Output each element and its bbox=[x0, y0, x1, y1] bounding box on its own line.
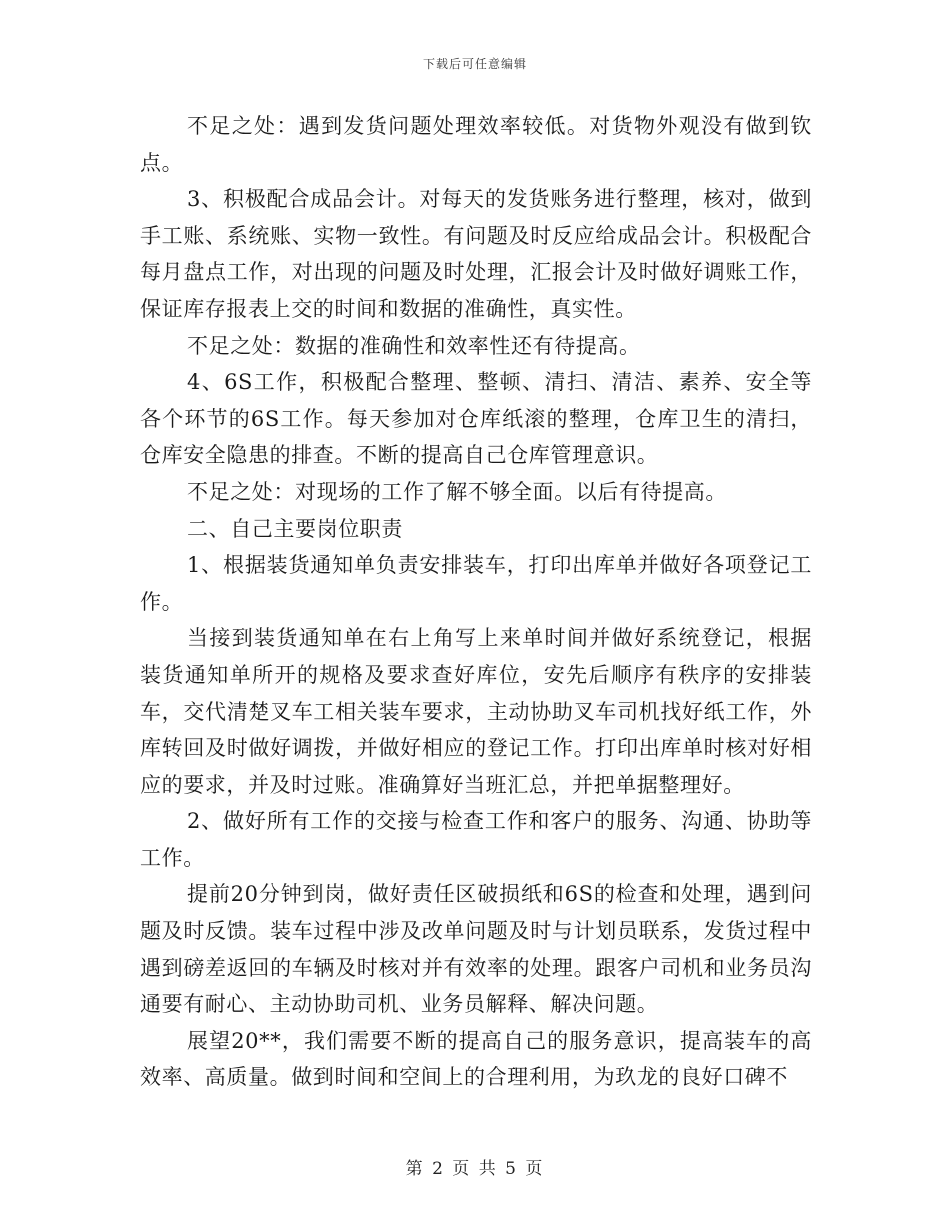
paragraph-duty-1-detail: 当接到装货通知单在右上角写上来单时间并做好系统登记，根据装货通知单所开的规格及要求查好库位，安先后顺序有秩序的安排装车，交代清楚叉车工相关装车要求，主动协助叉车司机找好纸工作，外库转回及时做好调拨，并做好相应的登记工作。打印出库单时核对好相应的要求，并及时过账。准确算好当班汇总，并把单据整理好。 bbox=[140, 626, 812, 797]
paragraph-duty-1: 1、根据装货通知单负责安排装车，打印出库单并做好各项登记工作。 bbox=[140, 553, 812, 614]
document-body bbox=[140, 108, 812, 1096]
paragraph-outlook: 展望20**，我们需要不断的提高自己的服务意识，提高装车的高效率、高质量。做到时间和空间上的合理利用，为玖龙的良好口碑不 bbox=[140, 1028, 812, 1090]
paragraph-shortcoming-3: 不足之处：对现场的工作了解不够全面。以后有待提高。 bbox=[187, 479, 727, 504]
section-heading-duties: 二、自己主要岗位职责 bbox=[187, 516, 403, 541]
paragraph-item-3: 3、积极配合成品会计。对每天的发货账务进行整理，核对，做到手工账、系统账、实物一致性。有问题及时反应给成品会计。积极配合每月盘点工作，对出现的问题及时处理，汇报会计及时做好调账工作，保证库存报表上交的时间和数据的准确性，真实性。 bbox=[140, 187, 812, 321]
paragraph-duty-2-detail: 提前20分钟到岗，做好责任区破损纸和6S的检查和处理，遇到问题及时反馈。装车过程中涉及改单问题及时与计划员联系，发货过程中遇到磅差返回的车辆及时核对并有效率的处理。跟客户司机和业务员沟通要有耐心、主动协助司机、业务员解释、解决问题。 bbox=[140, 882, 812, 1017]
paragraph-item-4: 4、6S工作，积极配合整理、整顿、清扫、清洁、素养、安全等各个环节的6S工作。每天参加对仓库纸滚的整理，仓库卫生的清扫，仓库安全隐患的排查。不断的提高自己仓库管理意识。 bbox=[140, 370, 812, 468]
paragraph-shortcoming-2: 不足之处：数据的准确性和效率性还有待提高。 bbox=[187, 333, 641, 358]
page-header: 下载后可任意编辑 bbox=[422, 57, 527, 71]
paragraph-shortcoming-1: 不足之处：遇到发货问题处理效率较低。对货物外观没有做到钦点。 bbox=[140, 114, 812, 175]
paragraph-duty-2: 2、做好所有工作的交接与检查工作和客户的服务、沟通、协助等工作。 bbox=[140, 809, 812, 870]
page-number: 第 2 页 共 5 页 bbox=[405, 1159, 545, 1179]
